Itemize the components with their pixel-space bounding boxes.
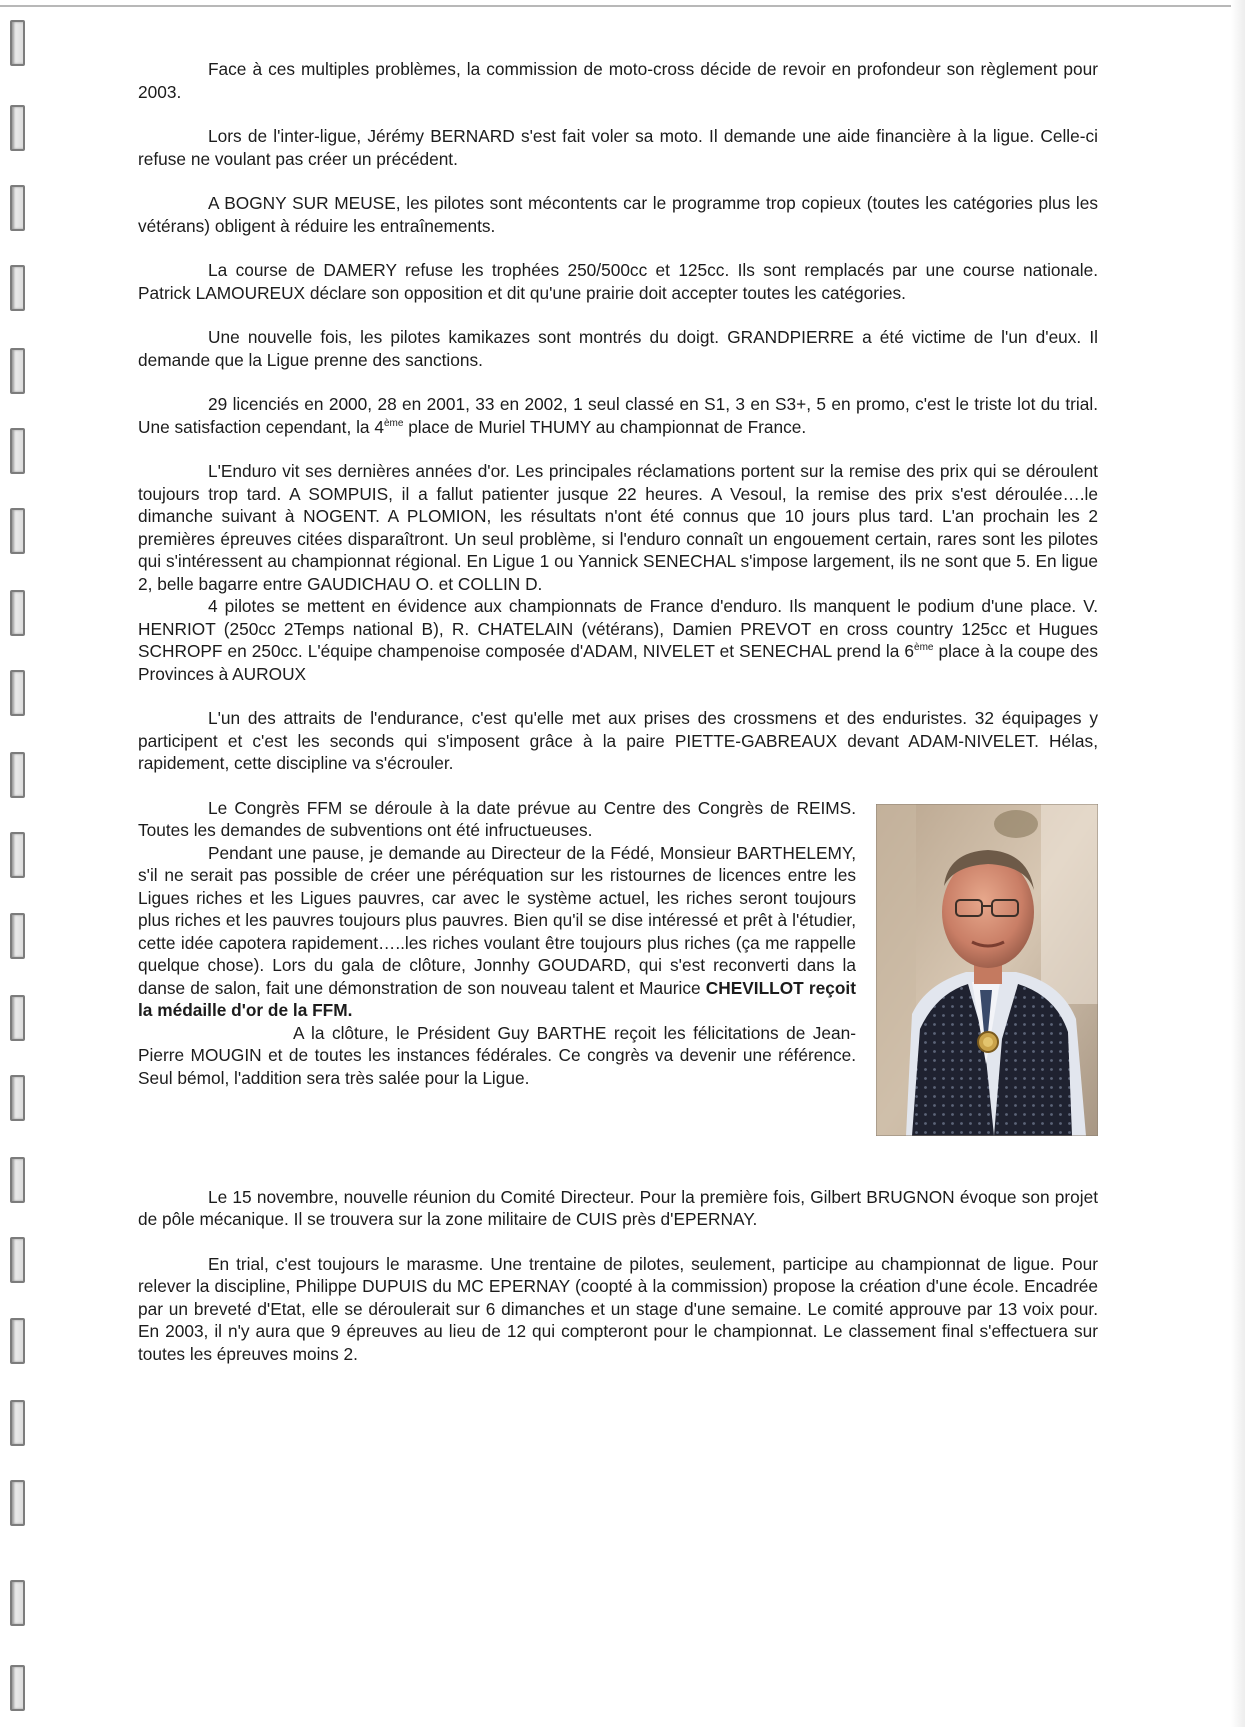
congress-pause-text: Pendant une pause, je demande au Directeur de la Fédé, Monsieur BARTHELEMY, s'il ne serait pas possible de créer une péréquation sur les ristournes de licences entre les Ligues riches et les Ligues pauvres, car avec le système actuel, les riches seront toujours plus riches et les pauvres toujours plus pauvres. Bien qu'il se dise intéressé et prêt à l'étudier, cette idée capotera rapidement…..les riches voulant être toujours plus riches (ça me rappelle quelque chose). Lors du gala de clôture, Jonnhy GOUDARD, qui s'est reconverti dans la danse de salon, fait une démonstration de son nouveau talent et Maurice (138, 842, 856, 998)
binding-hole (10, 752, 25, 798)
binding-hole (10, 1157, 25, 1203)
paragraph-trial-school: En trial, c'est toujours le marasme. Une trentaine de pilotes, seulement, participe au championnat de ligue. Pour relever la discipline, Philippe DUPUIS du MC EPERNAY (coopté à la commission) propose la création d'une école. Encadrée par un breveté d'Etat, elle se déroulerait sur 6 dimanches et un stage d'une semaine. Le comité approuve par 13 voix pour. En 2003, il n'y aura que 9 épreuves au lieu de 12 qui compteront pour le championnat. Le classement final s'effectuera sur toutes les épreuves moins 2. (138, 1253, 1098, 1364)
paragraph-endurance: L'un des attraits de l'endurance, c'est qu'elle met aux prises des crossmens et des enduristes. 32 équipages y participent et c'est les seconds qui s'imposent grâce à la paire PIETTE-GABREAUX devant ADAM-NIVELET. Hélas, rapidement, cette discipline va s'écrouler. (138, 708, 1098, 773)
binding-hole (10, 1237, 25, 1283)
binding-hole (10, 1318, 25, 1364)
trial-text-start: 29 licenciés en 2000, 28 en 2001, 33 en 2002, 1 seul classé en S1, 3 en S3+, 5 en promo, c'est le triste lot du trial. Une satisfaction cependant, la 4 (138, 394, 1098, 437)
paragraph-damery: La course de DAMERY refuse les trophées 250/500cc et 125cc. Ils sont remplacés par une course nationale. Patrick LAMOUREUX déclare son opposition et dit qu'une prairie doit accepter toutes les catégories. (138, 260, 1098, 303)
ordinal-superscript: ème (914, 642, 934, 653)
binding-hole (10, 1480, 25, 1526)
paragraph-enduro-pilots (138, 595, 1098, 685)
paragraph-bogny-sur-meuse: A BOGNY SUR MEUSE, les pilotes sont mécontents car le programme trop copieux (toutes les catégories plus les vétérans) obligent à réduire les entraînements. (138, 193, 1098, 236)
binding-hole (10, 995, 25, 1041)
binding-hole (10, 832, 25, 878)
portrait-photo (876, 804, 1098, 1136)
binding-hole (10, 670, 25, 716)
congress-section (138, 797, 1098, 1146)
pilots-text-end: place à la coupe des Provinces à AUROUX (138, 641, 1099, 684)
binding-hole (10, 428, 25, 474)
binding-hole (10, 185, 25, 231)
pilots-text-start: 4 pilotes se mettent en évidence aux championnats de France d'enduro. Ils manquent le podium d'une place. V. HENRIOT (250cc 2Temps national B), R. CHATELAIN (vétérans), Damien PREVOT en cross country 125cc et Hugues SCHROPF en 250cc. L'équipe champenoise composée d'ADAM, NIVELET et SENECHAL prend la 6 (138, 596, 1098, 661)
binding-hole (10, 265, 25, 311)
binding-hole (10, 590, 25, 636)
paragraph-committee-meeting: Le 15 novembre, nouvelle réunion du Comité Directeur. Pour la première fois, Gilbert BRUGNON évoque son projet de pôle mécanique. Il se trouvera sur la zone militaire de CUIS près d'EPERNAY. (138, 1186, 1098, 1229)
page-right-edge-shadow (1231, 0, 1245, 1727)
ordinal-superscript: ème (383, 417, 404, 429)
page-top-edge (0, 0, 1245, 9)
binding-hole (10, 105, 25, 151)
paragraph-congress-reims: Le Congrès FFM se déroule à la date prévue au Centre des Congrès de REIMS. Toutes les demandes de subventions ont été infructueuses. (138, 797, 856, 840)
binding-hole (10, 348, 25, 394)
portrait-photo-image (876, 804, 1098, 1136)
binding-hole (10, 1075, 25, 1121)
document-body (138, 58, 1098, 1387)
binding-hole (10, 1580, 25, 1626)
binding-hole (10, 20, 25, 66)
binding-hole (10, 1665, 25, 1711)
paragraph-kamikaze-pilots: Une nouvelle fois, les pilotes kamikazes sont montrés du doigt. GRANDPIERRE a été victime de l'un d'eux. Il demande que la Ligue prenne des sanctions. (138, 327, 1098, 370)
binding-hole (10, 508, 25, 554)
paragraph-trial-licences (138, 393, 1098, 438)
paragraph-congress-closing: A la clôture, le Président Guy BARTHE reçoit les félicitations de Jean-Pierre MOUGIN et de toutes les instances fédérales. Ce congrès va devenir une référence. Seul bémol, l'addition sera très salée pour la Ligue. (138, 1022, 856, 1088)
paragraph-motocross-rules: Face à ces multiples problèmes, la commission de moto-cross décide de revoir en profondeur son règlement pour 2003. (138, 59, 1098, 102)
trial-text-end: place de Muriel THUMY au championnat de France. (403, 416, 807, 437)
paragraph-bernard-theft: Lors de l'inter-ligue, Jérémy BERNARD s'est fait voler sa moto. Il demande une aide financière à la ligue. Celle-ci refuse ne voulant pas créer un précédent. (138, 126, 1098, 169)
binding-hole (10, 913, 25, 959)
binding-hole (10, 1400, 25, 1446)
paragraph-enduro: L'Enduro vit ses dernières années d'or. Les principales réclamations portent sur la remise des prix qui se déroulent toujours trop tard. A SOMPUIS, il a fallut patienter jusque 22 heures. A Vesoul, la remise des prix s'est déroulée….le dimanche suivant à NOGENT. A PLOMION, les résultats n'ont été connus que 10 jours plus tard. L'an prochain les 2 premières épreuves citées disparaîtront. Un seul problème, si l'enduro connaît un engouement certain, rares sont les pilotes qui s'intéressent au championnat régional. En Ligue 1 ou Yannick SENECHAL s'impose largement, ils ne sont que 5. En ligue 2, belle bagarre entre GAUDICHAU O. et COLLIN D. (138, 461, 1098, 594)
spacer (138, 1146, 1098, 1186)
chevillot-medal-text: CHEVILLOT reçoit la médaille d'or de la FFM. (138, 977, 856, 1020)
